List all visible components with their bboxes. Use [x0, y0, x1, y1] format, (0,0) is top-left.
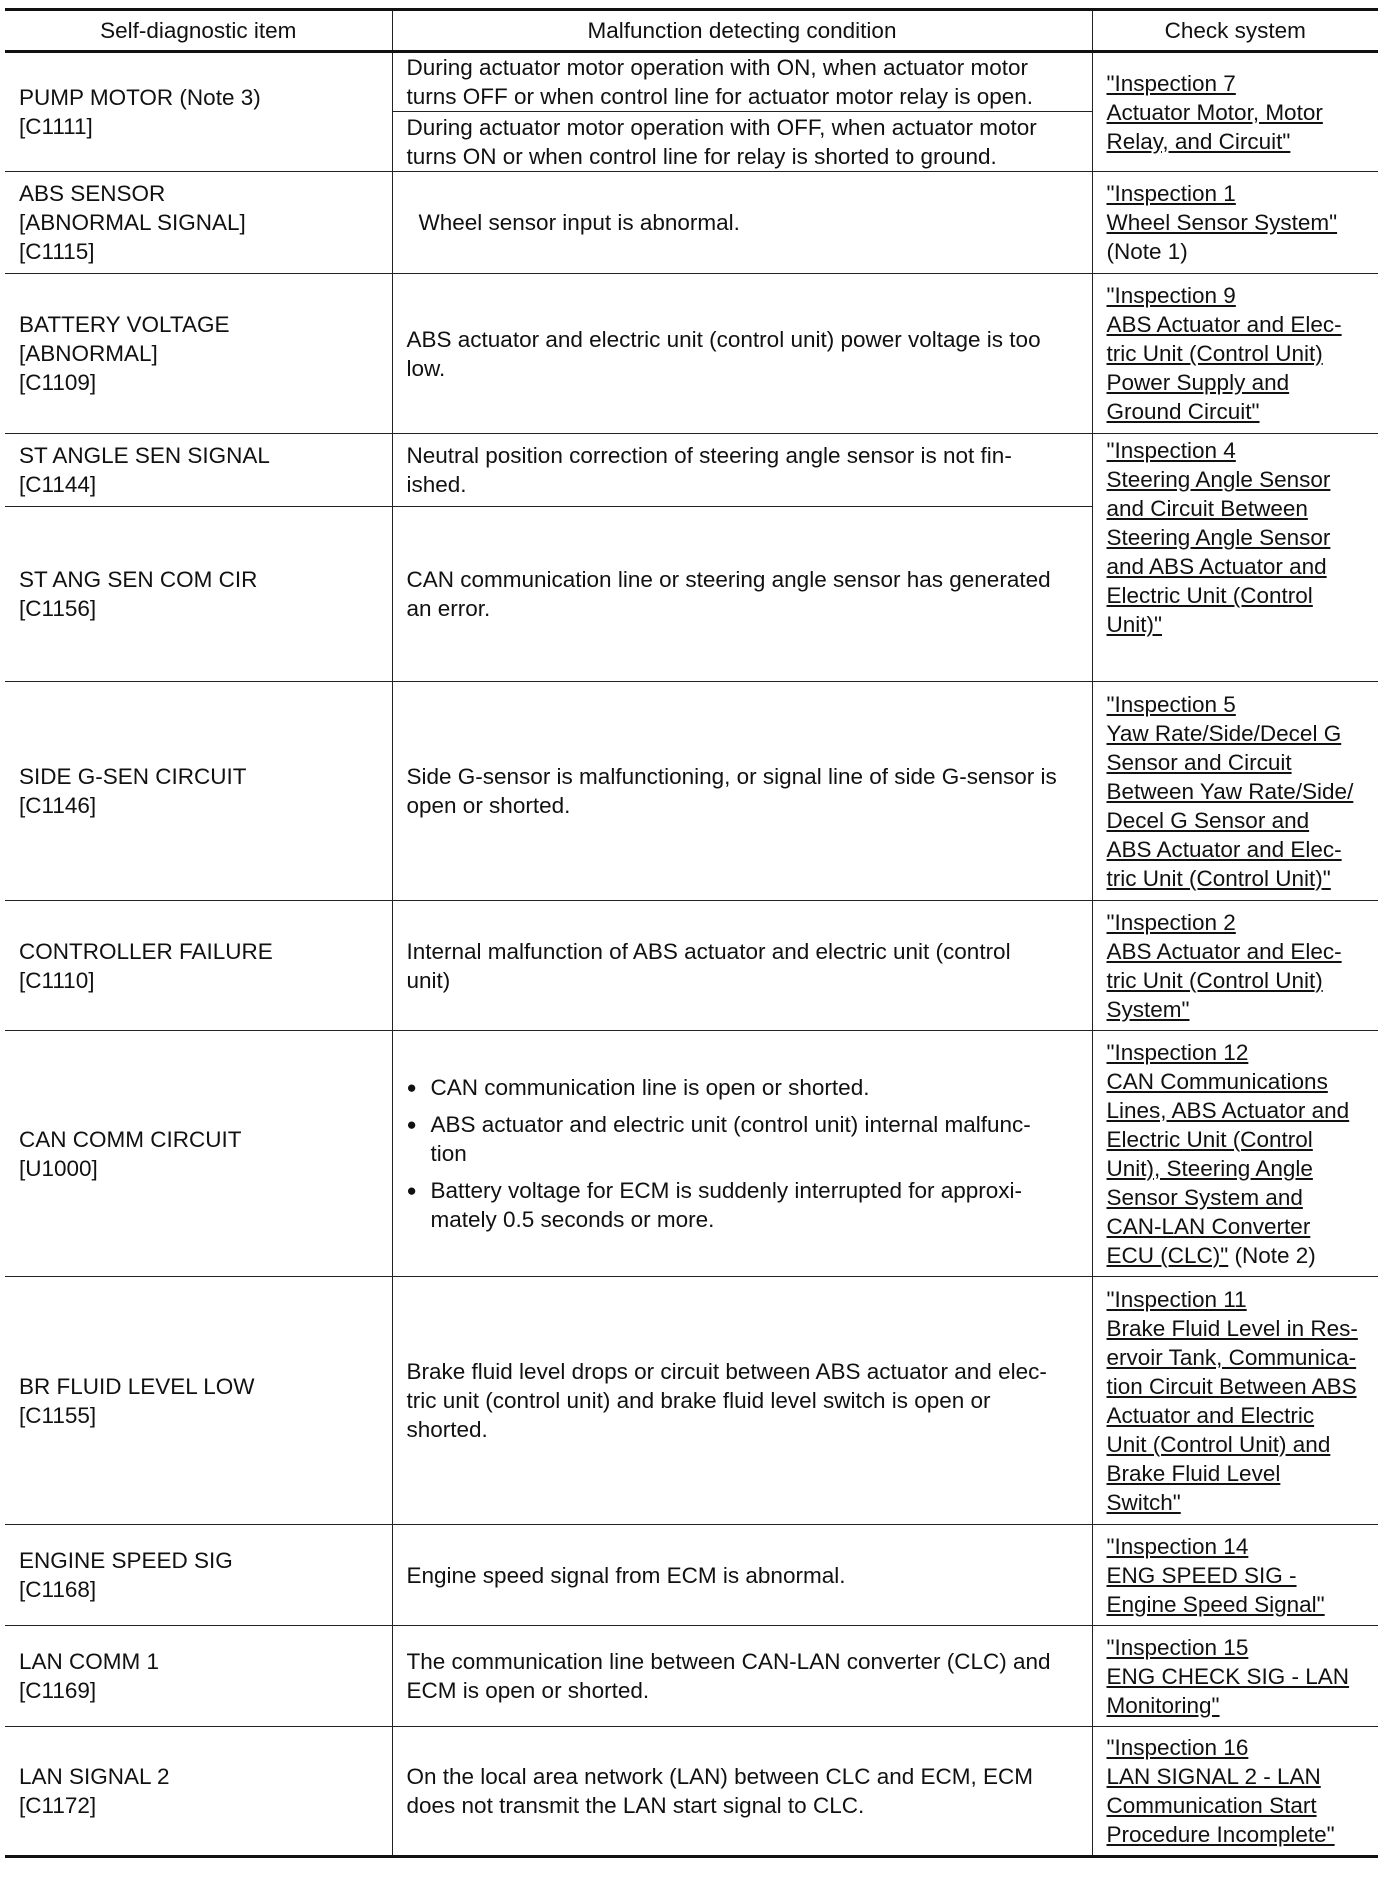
- item-line: [ABNORMAL SIGNAL]: [19, 210, 246, 235]
- item-line: SIDE G-SEN CIRCUIT: [19, 764, 247, 789]
- condition-cell: [392, 901, 1092, 1031]
- inspection-1-link[interactable]: [1107, 179, 1365, 237]
- header-check-system: Check system: [1092, 10, 1378, 52]
- item-line: CONTROLLER FAILURE: [19, 938, 273, 964]
- condition-line: During actuator motor operation with ON, when actuator motor: [406, 55, 1029, 80]
- inspection-12-link-end[interactable]: ECU (CLC)": [1106, 1242, 1229, 1268]
- condition-line: ECM is open or shorted.: [406, 1678, 650, 1703]
- link-line: Electric Unit (Control: [1106, 1126, 1313, 1152]
- link-line: Decel G Sensor and: [1106, 807, 1310, 833]
- condition-cell: [392, 112, 1092, 172]
- link-line: "Inspection 2: [1106, 909, 1236, 935]
- check-system-cell: [1092, 1626, 1378, 1727]
- check-system-cell: [1092, 1525, 1378, 1626]
- link-line: and Circuit Between: [1106, 496, 1308, 521]
- list-item: [431, 1073, 1078, 1102]
- condition-line: During actuator motor operation with OFF, when actuator motor: [406, 114, 1037, 140]
- check-note: (Note 1): [1106, 239, 1188, 264]
- inspection-15-link[interactable]: [1107, 1633, 1365, 1720]
- check-system-cell: [1092, 172, 1378, 274]
- link-line: Communication Start: [1106, 1793, 1317, 1818]
- condition-line: CAN communication line or steering angle sensor has generated: [406, 567, 1051, 592]
- link-line: Relay, and Circuit": [1106, 128, 1291, 154]
- check-system-cell: [1092, 901, 1378, 1031]
- item-cell: [5, 1525, 392, 1626]
- table-row: [5, 1626, 1378, 1727]
- condition-line: ● ABS actuator and electric unit (control unit) internal malfunc-: [430, 1112, 1031, 1137]
- condition-cell: [392, 52, 1092, 112]
- condition-cell: [392, 274, 1092, 434]
- link-line: ABS Actuator and Elec-: [1106, 312, 1342, 337]
- check-system-cell: [1092, 682, 1378, 901]
- item-line: ST ANG SEN COM CIR: [19, 567, 258, 592]
- header-self-diagnostic-item: Self-diagnostic item: [5, 10, 392, 52]
- inspection-2-link[interactable]: [1107, 908, 1365, 1024]
- item-cell: [5, 507, 392, 682]
- link-line: ABS Actuator and Elec-: [1106, 836, 1342, 862]
- link-line: ENG CHECK SIG - LAN: [1106, 1663, 1350, 1689]
- item-code: [C1115]: [19, 239, 95, 264]
- link-line: Unit), Steering Angle: [1106, 1155, 1313, 1181]
- item-line: BR FLUID LEVEL LOW: [19, 1373, 255, 1399]
- item-cell: [5, 434, 392, 507]
- link-line: "Inspection 16: [1106, 1735, 1249, 1760]
- inspection-16-link[interactable]: [1107, 1733, 1365, 1849]
- condition-line: On the local area network (LAN) between CLC and ECM, ECM: [406, 1764, 1034, 1789]
- condition-line: ABS actuator and electric unit (control unit) power voltage is too: [406, 326, 1041, 352]
- condition-cell: [392, 507, 1092, 682]
- link-line: Actuator and Electric: [1106, 1402, 1315, 1428]
- self-diagnostic-table: [5, 8, 1378, 1858]
- item-code: [C1110]: [19, 967, 95, 993]
- item-line: CAN COMM CIRCUIT: [19, 1126, 242, 1152]
- condition-line: The communication line between CAN-LAN converter (CLC) and: [406, 1649, 1051, 1674]
- header-malfunction-condition: Malfunction detecting condition: [392, 10, 1092, 52]
- condition-line: tion: [430, 1141, 467, 1166]
- item-cell: [5, 274, 392, 434]
- condition-line: low.: [406, 355, 446, 381]
- link-line: "Inspection 12: [1106, 1039, 1249, 1065]
- inspection-11-link[interactable]: [1107, 1285, 1365, 1517]
- condition-line: ● Battery voltage for ECM is suddenly interrupted for approxi-: [430, 1178, 1023, 1203]
- condition-line: shorted.: [406, 1417, 488, 1442]
- table-header-row: [5, 10, 1378, 52]
- link-line: "Inspection 15: [1106, 1634, 1249, 1660]
- table-row: [5, 52, 1378, 112]
- table-row: [5, 1277, 1378, 1525]
- table-row: [5, 172, 1378, 274]
- check-system-cell: [1092, 1277, 1378, 1525]
- condition-line: turns ON or when control line for relay is shorted to ground.: [406, 143, 997, 169]
- item-cell: [5, 682, 392, 901]
- inspection-12-link[interactable]: [1107, 1038, 1365, 1241]
- inspection-4-link[interactable]: [1107, 436, 1365, 639]
- item-code: [C1156]: [19, 596, 97, 621]
- table-row: [5, 682, 1378, 901]
- item-cell: [5, 1031, 392, 1277]
- link-line: Procedure Incomplete": [1106, 1822, 1335, 1847]
- link-line: ENG SPEED SIG -: [1106, 1562, 1297, 1588]
- link-line: "Inspection 14: [1106, 1533, 1249, 1559]
- link-line: LAN SIGNAL 2 - LAN: [1106, 1764, 1321, 1789]
- condition-line: tric unit (control unit) and brake fluid level switch is open or: [406, 1388, 991, 1413]
- link-line: "Inspection 9: [1106, 283, 1236, 308]
- check-system-cell: [1092, 1031, 1378, 1277]
- link-line: Engine Speed Signal": [1106, 1591, 1325, 1617]
- condition-cell: [392, 434, 1092, 507]
- inspection-14-link[interactable]: [1107, 1532, 1365, 1619]
- link-line: Power Supply and: [1106, 370, 1290, 395]
- condition-cell: [392, 1727, 1092, 1857]
- condition-line: Internal malfunction of ABS actuator and electric unit (control: [406, 938, 1011, 964]
- inspection-9-link[interactable]: [1107, 281, 1365, 426]
- item-cell: [5, 1626, 392, 1727]
- condition-cell: [392, 172, 1092, 274]
- condition-line: ● CAN communication line is open or shorted.: [430, 1075, 870, 1100]
- list-item: [431, 1110, 1078, 1168]
- condition-line: mately 0.5 seconds or more.: [430, 1207, 715, 1232]
- table-row: [5, 1031, 1378, 1277]
- item-code: [C1168]: [19, 1577, 97, 1602]
- check-system-cell: [1092, 274, 1378, 434]
- condition-cell: [392, 1626, 1092, 1727]
- item-code: [C1109]: [19, 370, 97, 395]
- link-line: tric Unit (Control Unit): [1106, 341, 1323, 366]
- item-code: [C1172]: [19, 1793, 97, 1818]
- link-line: Sensor System and: [1106, 1184, 1303, 1210]
- item-line: LAN COMM 1: [19, 1649, 160, 1674]
- link-line: Steering Angle Sensor: [1106, 525, 1331, 550]
- condition-line: Neutral position correction of steering angle sensor is not fin-: [406, 443, 1012, 468]
- condition-line: ished.: [406, 472, 467, 497]
- condition-line: an error.: [406, 596, 491, 621]
- list-item: [431, 1176, 1078, 1234]
- item-cell: [5, 52, 392, 172]
- condition-cell: [392, 682, 1092, 901]
- item-cell: [5, 172, 392, 274]
- condition-line: does not transmit the LAN start signal to CLC.: [406, 1793, 865, 1818]
- check-system-cell: [1092, 1727, 1378, 1857]
- link-line: ABS Actuator and Elec-: [1106, 938, 1342, 964]
- item-code: [C1146]: [19, 793, 97, 818]
- link-line: Sensor and Circuit: [1106, 749, 1292, 775]
- link-line: Monitoring": [1106, 1692, 1220, 1718]
- link-line: "Inspection 4: [1106, 438, 1236, 463]
- link-line: Brake Fluid Level in Res-: [1106, 1315, 1358, 1341]
- link-line: and ABS Actuator and: [1106, 554, 1327, 579]
- link-line: Yaw Rate/Side/Decel G: [1106, 720, 1342, 746]
- condition-line: open or shorted.: [406, 793, 571, 818]
- condition-line: Engine speed signal from ECM is abnormal.: [406, 1562, 846, 1588]
- table-row: [5, 1727, 1378, 1857]
- link-line: Unit (Control Unit) and: [1106, 1431, 1331, 1457]
- item-line: LAN SIGNAL 2: [19, 1764, 170, 1789]
- condition-cell: [392, 1525, 1092, 1626]
- condition-line: Brake fluid level drops or circuit between ABS actuator and elec-: [406, 1359, 1047, 1384]
- link-line: Actuator Motor, Motor: [1106, 99, 1323, 125]
- condition-line: Side G-sensor is malfunctioning, or signal line of side G-sensor is: [406, 764, 1057, 789]
- table-row: [5, 274, 1378, 434]
- link-line: Between Yaw Rate/Side/: [1106, 778, 1354, 804]
- item-cell: [5, 1727, 392, 1857]
- item-line: ENGINE SPEED SIG: [19, 1548, 233, 1573]
- check-note: (Note 2): [1234, 1242, 1316, 1268]
- link-line: System": [1106, 996, 1190, 1022]
- item-code: [C1155]: [19, 1402, 97, 1428]
- link-line: CAN-LAN Converter: [1106, 1213, 1311, 1239]
- table-row: [5, 434, 1378, 507]
- table-row: [5, 1525, 1378, 1626]
- condition-bullet-list: [407, 1073, 1078, 1234]
- condition-cell: [392, 1031, 1092, 1277]
- link-line: "Inspection 11: [1106, 1286, 1247, 1312]
- item-line: ST ANGLE SEN SIGNAL: [19, 443, 270, 468]
- link-line: Ground Circuit": [1106, 399, 1260, 424]
- diagnostic-page: [0, 8, 1392, 1888]
- link-line: Steering Angle Sensor: [1106, 467, 1331, 492]
- condition-line: unit): [406, 967, 451, 993]
- item-code: [C1169]: [19, 1678, 97, 1703]
- item-line: ABS SENSOR: [19, 181, 166, 206]
- item-cell: [5, 901, 392, 1031]
- link-line: Unit)": [1106, 612, 1162, 637]
- condition-line: turns OFF or when control line for actuator motor relay is open.: [406, 84, 1034, 109]
- inspection-7-link[interactable]: [1107, 69, 1365, 156]
- link-line: "Inspection 7: [1106, 70, 1236, 96]
- link-line: Brake Fluid Level: [1106, 1460, 1281, 1486]
- link-line: "Inspection 5: [1106, 691, 1236, 717]
- item-code: [U1000]: [19, 1155, 98, 1181]
- item-cell: [5, 1277, 392, 1525]
- link-line: Switch": [1106, 1489, 1181, 1515]
- link-line: ervoir Tank, Communica-: [1106, 1344, 1357, 1370]
- link-line: Electric Unit (Control: [1106, 583, 1313, 608]
- condition-line: Wheel sensor input is abnormal.: [418, 210, 740, 235]
- item-code: [C1111]: [19, 114, 93, 139]
- item-line: [ABNORMAL]: [19, 341, 158, 366]
- item-code: [C1144]: [19, 472, 97, 497]
- item-line: BATTERY VOLTAGE: [19, 312, 230, 337]
- inspection-5-link[interactable]: [1107, 690, 1365, 893]
- item-line: PUMP MOTOR (Note 3): [19, 85, 261, 110]
- link-line: tric Unit (Control Unit): [1106, 967, 1323, 993]
- check-system-cell: [1092, 52, 1378, 172]
- link-line: tric Unit (Control Unit)": [1106, 865, 1331, 891]
- check-system-cell: [1092, 434, 1378, 682]
- link-line: "Inspection 1: [1106, 181, 1236, 206]
- link-line: Lines, ABS Actuator and: [1106, 1097, 1350, 1123]
- link-line: CAN Communications: [1106, 1068, 1328, 1094]
- link-line: tion Circuit Between ABS: [1106, 1373, 1357, 1399]
- link-line: Wheel Sensor System": [1106, 210, 1338, 235]
- condition-cell: [392, 1277, 1092, 1525]
- table-row: [5, 901, 1378, 1031]
